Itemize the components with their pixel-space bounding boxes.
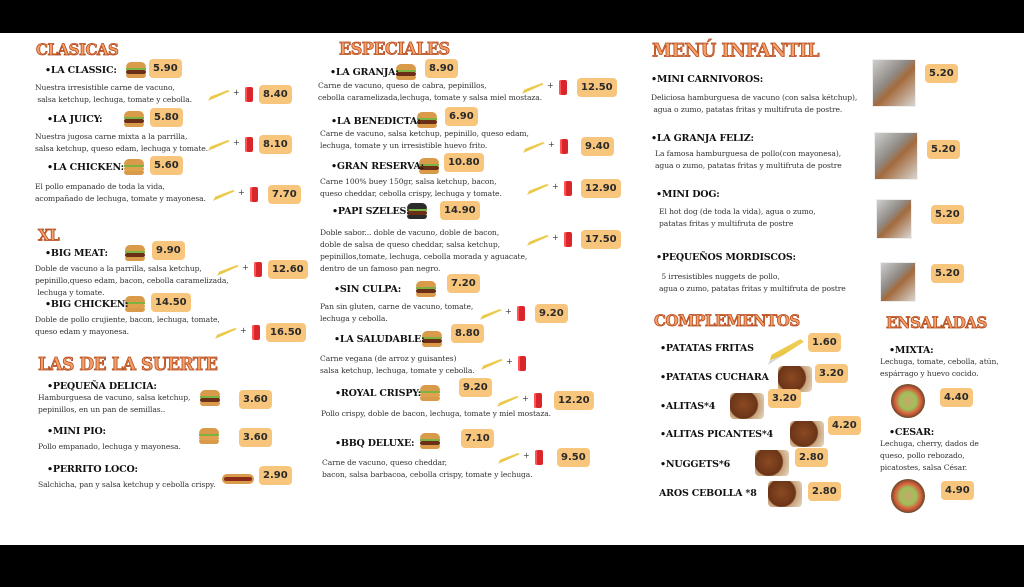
fries-icon (527, 235, 549, 246)
combo-price-badge: 12.20 (554, 391, 594, 410)
price-badge: 3.60 (239, 428, 272, 447)
combo-price-badge: 16.50 (266, 323, 306, 342)
soda-can-icon (250, 187, 258, 202)
price-badge: 3.60 (239, 390, 272, 409)
item-description: Nuestra jugosa carne mixta a la parrilla, salsa ketchup, queso edam, lechuga y tomate. (35, 132, 208, 153)
soda-can-icon (245, 87, 253, 102)
burger-icon (124, 111, 144, 127)
soda-can-icon (518, 356, 526, 371)
section-title-clasicas: CLASICAS (36, 40, 119, 60)
burger-icon (200, 390, 220, 406)
soda-can-icon (517, 306, 525, 321)
price-badge: 9.90 (152, 241, 185, 260)
item-description: El pollo empanado de toda la vida, acompañado de lechuga, tomate y mayonesa. (35, 182, 206, 203)
item-name: •LA BENEDICTA: (331, 116, 421, 127)
price-badge: 4.40 (940, 388, 973, 407)
item-description: El hot dog (de toda la vida), agua o zumo, patatas fritas y multifruta de postre (659, 207, 816, 228)
hotdog-icon (222, 472, 254, 486)
fries-icon (481, 359, 503, 370)
item-name: •BIG MEAT: (45, 248, 108, 259)
item-description: Carne vegana (de arroz y guisantes) salsa ketchup, lechuga, tomate y cebolla. (320, 354, 475, 375)
fries-icon (768, 339, 804, 365)
section-title-complementos: COMPLEMENTOS (654, 311, 800, 331)
price-badge: 8.80 (451, 324, 484, 343)
item-description: Deliciosa hamburguesa de vacuno (con salsa kétchup), agua o zumo, patatas fritas y multifruta de postre. (651, 93, 858, 114)
combo-price-badge: 9.50 (557, 448, 590, 467)
price-badge: 7.20 (447, 274, 480, 293)
item-name: •MINI DOG: (656, 189, 720, 200)
plus-sign: + (548, 140, 555, 149)
section-title-menú-infantil: MENÚ INFANTIL (652, 39, 820, 62)
section-title-xl: XL (38, 225, 60, 245)
chicken-wings-icon (730, 393, 764, 419)
item-name: •LA CHICKEN: (47, 162, 124, 173)
price-badge: 5.20 (931, 264, 964, 283)
item-name: •PERRITO LOCO: (47, 464, 138, 475)
fries-icon (480, 309, 502, 320)
salad-bowl-icon (891, 384, 925, 418)
burger-icon (416, 281, 436, 297)
plus-sign: + (547, 81, 554, 90)
section-title-ensaladas: ENSALADAS (886, 313, 987, 333)
price-badge: 5.60 (150, 156, 183, 175)
item-name: •LA GRANJA: (330, 67, 399, 78)
item-name: •MIXTA: (889, 345, 934, 356)
chicken-burger-icon (124, 159, 144, 175)
kids-box-photo (880, 262, 916, 302)
burger-icon (126, 62, 146, 78)
soda-can-icon (564, 232, 572, 247)
combo-price-badge: 12.90 (581, 179, 621, 198)
soda-can-icon (252, 325, 260, 340)
price-badge: 2.80 (795, 448, 828, 467)
item-name: •ROYAL CRISPY: (335, 388, 421, 399)
fries-icon (208, 90, 230, 101)
item-name: •ALITAS*4 (660, 401, 716, 412)
burger-icon (396, 64, 416, 80)
item-description: Hamburguesa de vacuno, salsa ketchup, pepinillos, en un pan de semillas.. (38, 393, 191, 414)
price-badge: 5.20 (927, 140, 960, 159)
combo-price-badge: 8.10 (259, 135, 292, 154)
item-name: •PEQUEÑOS MORDISCOS: (656, 252, 796, 263)
price-badge: 6.90 (445, 107, 478, 126)
item-description: Carne de vacuno, queso de cabra, pepinillos, cebolla caramelizada,lechuga, tomate y salsa miel mostaza. (318, 81, 543, 102)
plus-sign: + (552, 182, 559, 191)
item-name: •PATATAS CUCHARA (660, 372, 769, 383)
price-badge: 3.20 (815, 364, 848, 383)
price-badge: 4.20 (828, 416, 861, 435)
item-description: Carne de vacuno, salsa ketchup, pepinillo, queso edam, lechuga, tomate y un irresistible huevo frito. (320, 129, 529, 150)
item-description: Carne 100% buey 150gr, salsa ketchup, bacon, queso cheddar, cebolla crispy, lechuga y tomate. (320, 177, 502, 198)
plus-sign: + (505, 307, 512, 316)
item-name: •PATATAS FRITAS (660, 343, 754, 354)
item-name: •LA CLASSIC: (45, 65, 117, 76)
item-name: •MINI CARNIVOROS: (651, 74, 764, 85)
soda-can-icon (560, 139, 568, 154)
item-name: •SIN CULPA: (334, 284, 402, 295)
item-name: •LA SALUDABLE: (334, 334, 425, 345)
combo-price-badge: 9.20 (535, 304, 568, 323)
price-badge: 8.90 (425, 59, 458, 78)
plus-sign: + (506, 357, 513, 366)
fries-icon (213, 190, 235, 201)
plus-sign: + (233, 138, 240, 147)
black-burger-icon (407, 203, 427, 219)
price-badge: 1.60 (808, 333, 841, 352)
item-description: Doble de vacuno a la parrilla, salsa ketchup, pepinillo,queso edam, bacon, cebolla caramelizada, lechuga y tomate. (35, 264, 229, 297)
combo-price-badge: 12.50 (577, 78, 617, 97)
burger-icon (420, 433, 440, 449)
plus-sign: + (240, 326, 247, 335)
salad-bowl-icon (891, 479, 925, 513)
spicy-wings-icon (790, 421, 824, 447)
item-name: •GRAN RESERVA: (331, 161, 424, 172)
item-description: Carne de vacuno, queso cheddar, bacon, salsa barbacoa, cebolla crispy, tomate y lechuga. (322, 458, 533, 479)
price-badge: 5.80 (150, 108, 183, 127)
item-description: Nuestra irresistible carne de vacuno, salsa ketchup, lechuga, tomate y cebolla. (35, 83, 192, 104)
item-name: •LA GRANJA FELIZ: (651, 133, 754, 144)
item-name: •BIG CHICKEN: (45, 299, 129, 310)
item-description: Pollo crispy, doble de bacon, lechuga, tomate y miel mostaza. (321, 409, 551, 418)
combo-price-badge: 17.50 (581, 230, 621, 249)
nuggets-icon (755, 450, 789, 476)
item-name: •CESAR: (889, 427, 935, 438)
plus-sign: + (552, 233, 559, 242)
menu-page (0, 33, 1024, 545)
plus-sign: + (242, 263, 249, 272)
item-name: •PEQUEÑA DELICIA: (47, 381, 157, 392)
fries-icon (497, 396, 519, 407)
kids-box-photo (876, 199, 912, 239)
price-badge: 7.10 (461, 429, 494, 448)
item-description: Lechuga, cherry, dados de queso, pollo rebozado, picatostes, salsa César. (880, 439, 979, 472)
item-description: 5 irresistibles nuggets de pollo, agua o zumo, patatas fritas y multifruta de postre (659, 272, 846, 293)
item-description: Pollo empanado, lechuga y mayonesa. (38, 442, 181, 451)
plus-sign: + (233, 88, 240, 97)
soda-can-icon (535, 450, 543, 465)
section-title-las-de-la-suerte: LAS DE LA SUERTE (38, 354, 218, 376)
item-description: Lechuga, tomate, cebolla, atún, espárrago y huevo cocido. (880, 357, 999, 378)
soda-can-icon (245, 137, 253, 152)
item-name: •PAPI SZELES: (332, 206, 410, 217)
combo-price-badge: 7.70 (268, 185, 301, 204)
kids-box-photo (874, 132, 918, 180)
item-name: •BBQ DELUXE: (335, 438, 415, 449)
item-description: Doble sabor... doble de vacuno, doble de bacon, doble de salsa de queso cheddar, salsa ketchup, pepinillos,tomate, lechuga, cebolla morada y aguacate, dentro de un famoso pan negro. (320, 228, 528, 273)
plus-sign: + (523, 451, 530, 460)
combo-price-badge: 12.60 (268, 260, 308, 279)
price-badge: 5.90 (149, 59, 182, 78)
item-description: Pan sin gluten, carne de vacuno, tomate, lechuga y cebolla. (320, 302, 474, 323)
soda-can-icon (254, 262, 262, 277)
price-badge: 14.50 (151, 293, 191, 312)
price-badge: 9.20 (459, 378, 492, 397)
item-description: La famosa hamburguesa de pollo(con mayonesa), agua o zumo, patatas fritas y multifruta de postre (655, 149, 842, 170)
fries-icon (208, 140, 230, 151)
price-badge: 5.20 (925, 64, 958, 83)
price-badge: 4.90 (941, 481, 974, 500)
price-badge: 14.90 (440, 201, 480, 220)
item-name: •NUGGETS*6 (660, 459, 731, 470)
burger-icon (422, 331, 442, 347)
onion-rings-icon (768, 481, 802, 507)
soda-can-icon (559, 80, 567, 95)
soda-can-icon (534, 393, 542, 408)
item-name: •ALITAS PICANTES*4 (660, 429, 774, 440)
kids-box-photo (872, 59, 916, 107)
combo-price-badge: 9.40 (581, 137, 614, 156)
combo-price-badge: 8.40 (259, 85, 292, 104)
price-badge: 2.90 (259, 466, 292, 485)
item-name: AROS CEBOLLA *8 (659, 488, 757, 499)
plus-sign: + (238, 188, 245, 197)
section-title-especiales: ESPECIALES (339, 38, 450, 59)
price-badge: 10.80 (444, 153, 484, 172)
item-description: Salchicha, pan y salsa ketchup y cebolla crispy. (38, 480, 216, 489)
price-badge: 3.20 (768, 389, 801, 408)
chicken-burger-icon (199, 428, 219, 444)
soda-can-icon (564, 181, 572, 196)
plus-sign: + (522, 394, 529, 403)
chicken-burger-icon (420, 385, 440, 401)
fries-icon (527, 184, 549, 195)
item-name: •LA JUICY: (47, 114, 103, 125)
item-description: Doble de pollo crujiente, bacon, lechuga, tomate, queso edam y mayonesa. (35, 315, 220, 336)
burger-icon (125, 245, 145, 261)
item-name: •MINI PIO: (47, 426, 106, 437)
price-badge: 2.80 (808, 482, 841, 501)
price-badge: 5.20 (931, 205, 964, 224)
